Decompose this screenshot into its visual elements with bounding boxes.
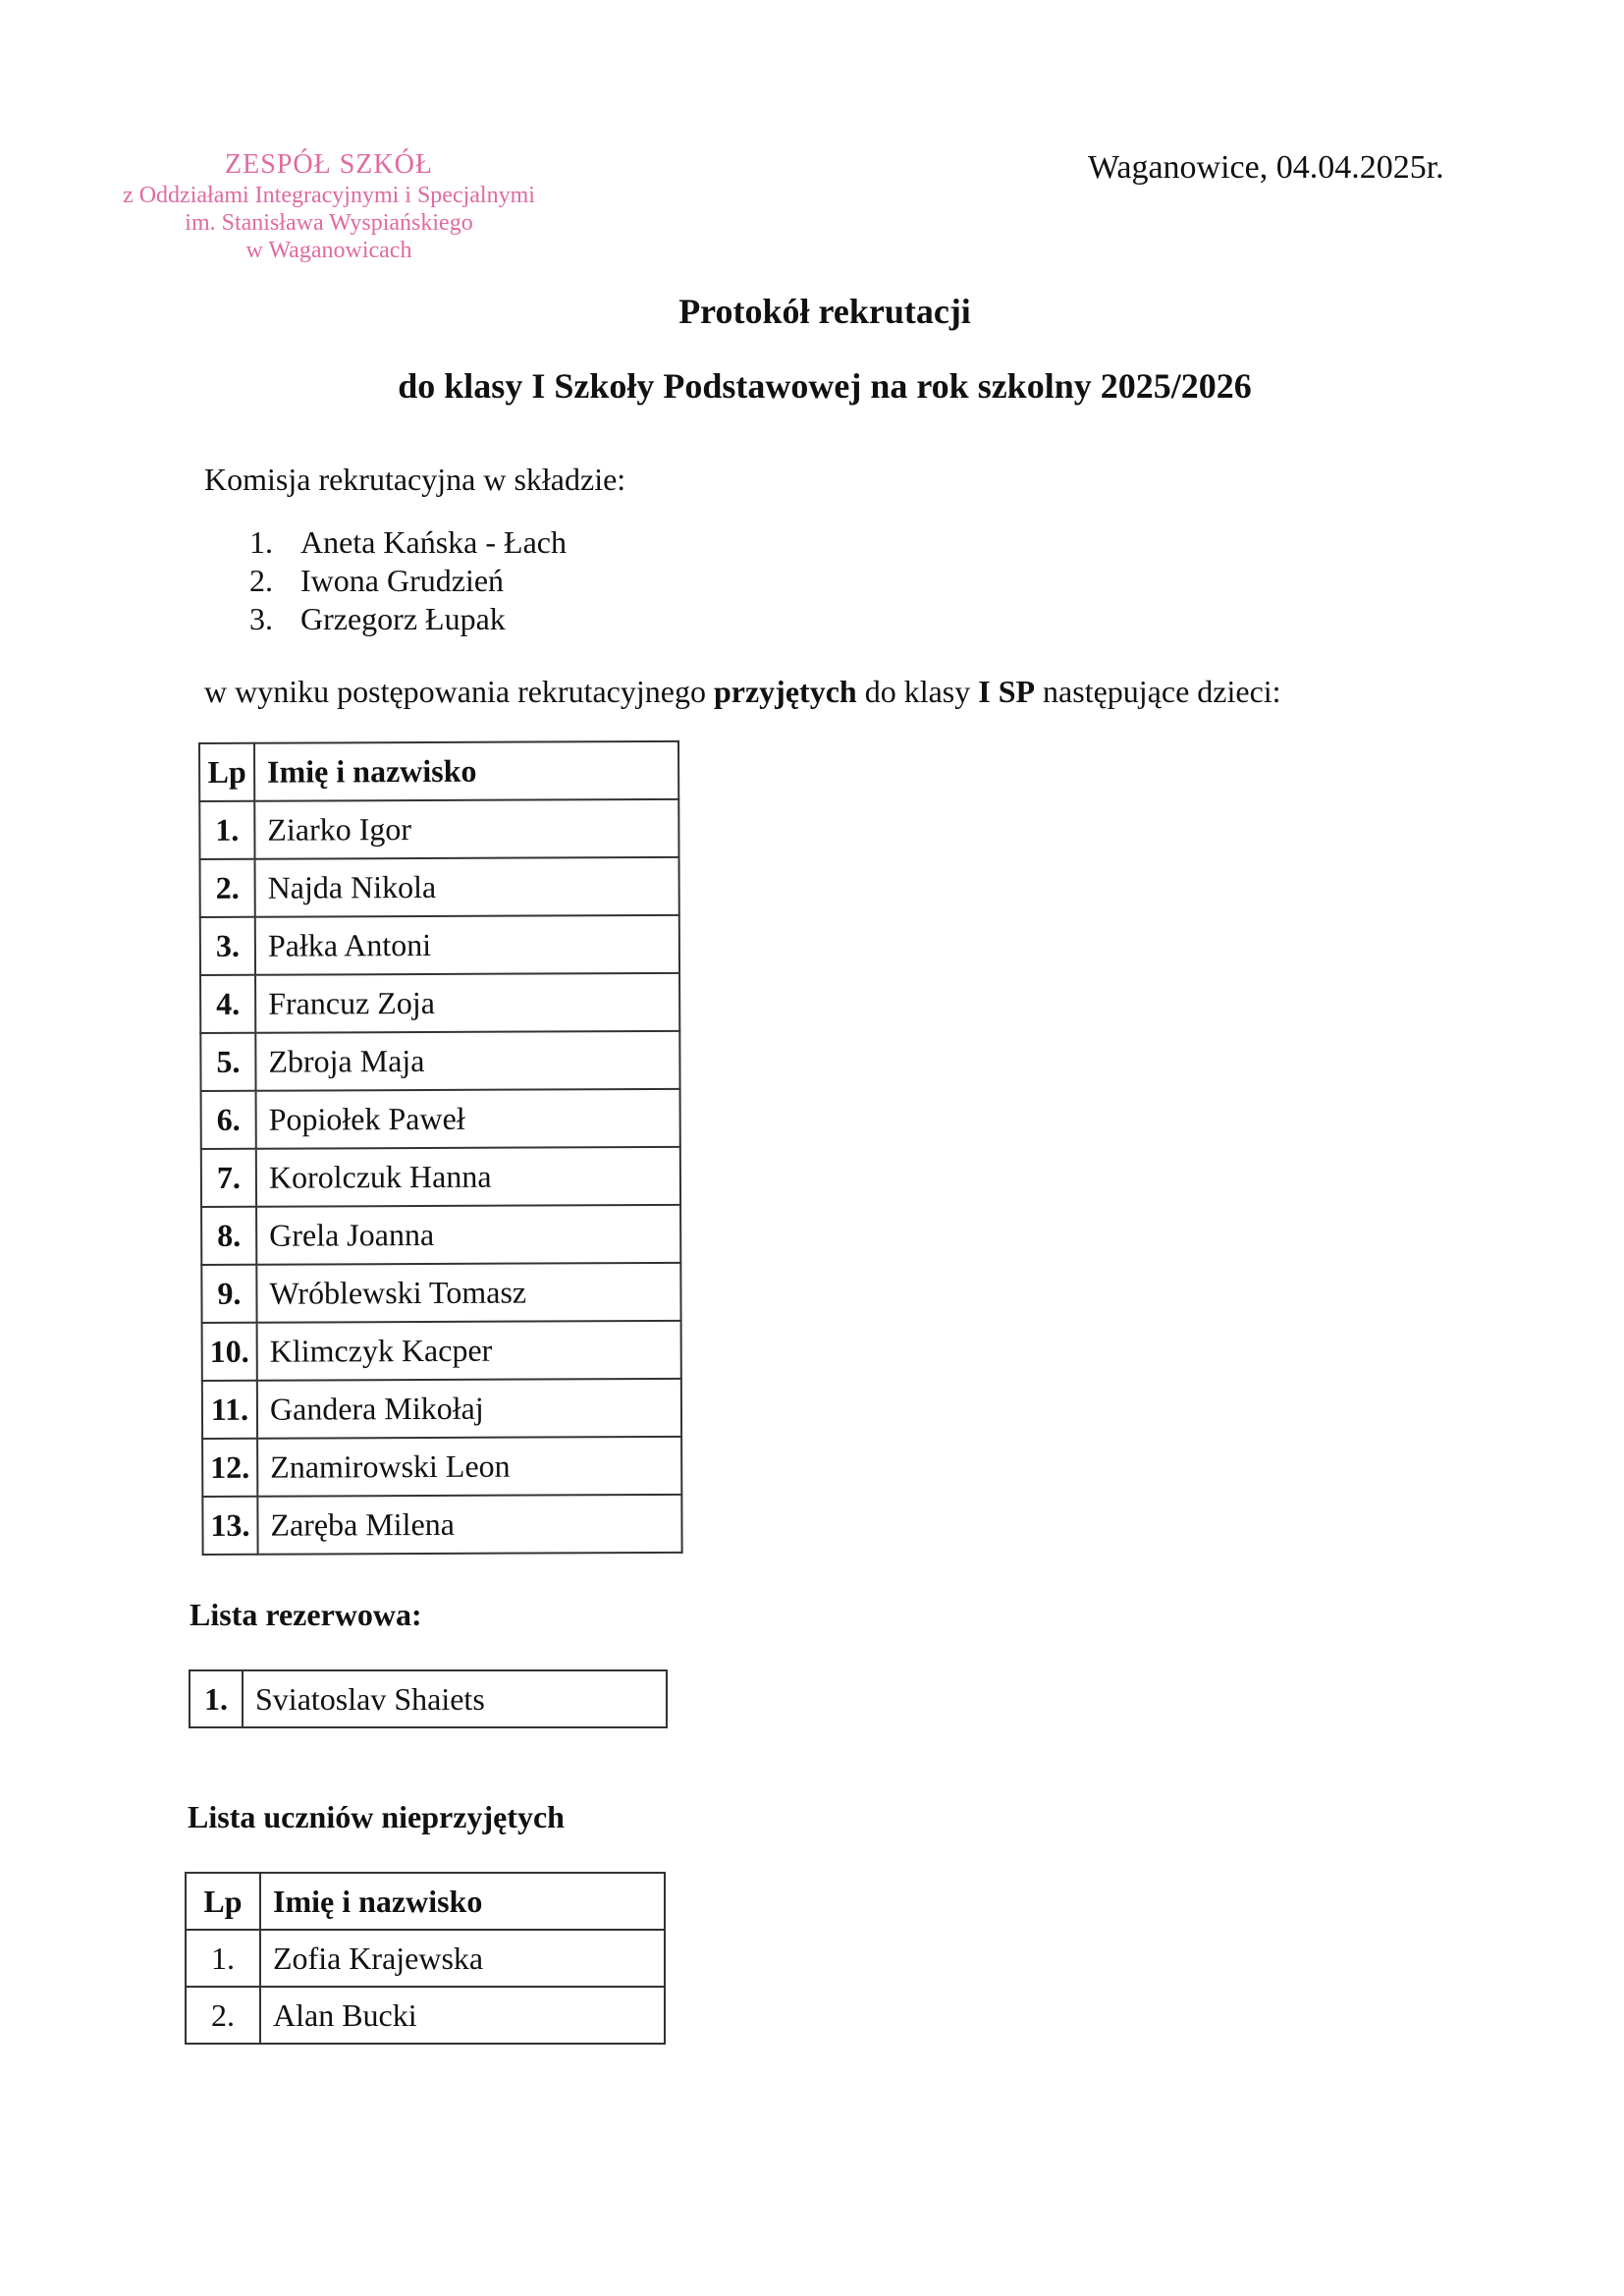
row-name: Najda Nikola: [255, 857, 679, 917]
document-date: Waganowice, 04.04.2025r.: [1088, 149, 1444, 186]
row-lp: 5.: [200, 1033, 255, 1091]
row-name: Francuz Zoja: [255, 973, 679, 1033]
table-row: [202, 1495, 681, 1555]
table-row: [201, 1089, 680, 1149]
table-row: [202, 1321, 681, 1381]
committee-member: [249, 562, 567, 600]
row-lp: 11.: [202, 1381, 257, 1439]
result-text-1: w wyniku postępowania rekrutacyjnego: [204, 674, 714, 709]
table-row: [201, 1147, 680, 1207]
rejected-list-heading: Lista uczniów nieprzyjętych: [188, 1799, 565, 1834]
table-row: [201, 1263, 680, 1323]
result-bold-1: przyjętych: [713, 674, 857, 709]
row-name: Wróblewski Tomasz: [256, 1263, 680, 1323]
table-header-row: [186, 1873, 665, 1930]
member-number: 1.: [249, 524, 273, 560]
row-name: Zofia Krajewska: [260, 1930, 665, 1987]
header-name: Imię i nazwisko: [260, 1873, 665, 1930]
table-row: [201, 1205, 680, 1265]
row-name: Znamirowski Leon: [257, 1437, 681, 1497]
row-lp: 1.: [199, 801, 254, 859]
row-lp: 4.: [200, 975, 255, 1033]
member-number: 3.: [249, 601, 273, 636]
accepted-table: [198, 740, 683, 1556]
document-subtitle: do klasy I Szkoły Podstawowej na rok szkolny 2025/2026: [398, 366, 1252, 406]
table-row: [200, 915, 679, 975]
row-lp: 2.: [200, 859, 255, 917]
committee-member: [249, 523, 567, 562]
row-lp: 12.: [202, 1439, 257, 1497]
table-row: [199, 799, 678, 859]
header-lp: Lp: [186, 1873, 260, 1930]
row-name: Zbroja Maja: [255, 1031, 679, 1091]
result-statement: [204, 674, 1281, 710]
stamp-line-2: z Oddziałami Integracyjnymi i Specjalnymi: [123, 182, 535, 208]
member-name: Iwona Grudzień: [300, 563, 505, 598]
reserve-table: [189, 1669, 668, 1728]
member-name: Grzegorz Łupak: [300, 601, 506, 636]
row-lp: 1.: [189, 1670, 243, 1727]
reserve-list-heading: Lista rezerwowa:: [189, 1597, 422, 1632]
table-row: [200, 1031, 679, 1091]
row-name: Pałka Antoni: [255, 915, 679, 975]
stamp-line-1: ZESPÓŁ SZKÓŁ: [225, 149, 433, 180]
table-row: [202, 1379, 681, 1439]
row-lp: 1.: [186, 1930, 260, 1987]
row-lp: 10.: [202, 1323, 257, 1381]
header-lp: Lp: [199, 743, 254, 801]
row-name: Sviatoslav Shaiets: [243, 1670, 667, 1727]
rejected-table: [185, 1872, 666, 2045]
result-text-2: do klasy: [856, 674, 979, 709]
member-name: Aneta Kańska - Łach: [300, 524, 567, 560]
row-name: Gandera Mikołaj: [257, 1379, 681, 1439]
committee-member: [249, 600, 567, 638]
row-lp: 7.: [201, 1149, 256, 1207]
row-lp: 2.: [186, 1987, 260, 2044]
row-name: Alan Bucki: [260, 1987, 665, 2044]
document-title: Protokół rekrutacji: [678, 292, 971, 331]
result-text-3: następujące dzieci:: [1035, 674, 1281, 709]
row-lp: 3.: [200, 917, 255, 975]
row-name: Klimczyk Kacper: [257, 1321, 681, 1381]
table-row: [200, 857, 679, 917]
row-name: Zaręba Milena: [257, 1495, 681, 1555]
result-bold-2: I SP: [978, 674, 1036, 709]
school-stamp: [93, 149, 565, 264]
committee-list: [249, 523, 567, 638]
stamp-line-4: w Waganowicach: [245, 237, 412, 263]
row-name: Korolczuk Hanna: [256, 1147, 680, 1207]
table-row: [186, 1987, 665, 2044]
row-lp: 6.: [201, 1091, 256, 1149]
row-lp: 13.: [202, 1497, 257, 1555]
table-row: [200, 973, 679, 1033]
committee-heading: Komisja rekrutacyjna w składzie:: [204, 462, 626, 497]
row-lp: 9.: [201, 1265, 256, 1323]
row-name: Ziarko Igor: [254, 799, 678, 859]
header-name: Imię i nazwisko: [254, 741, 678, 801]
table-row: [186, 1930, 665, 1987]
table-row: [202, 1437, 681, 1497]
member-number: 2.: [249, 563, 273, 598]
stamp-line-3: im. Stanisława Wyspiańskiego: [185, 209, 473, 236]
row-lp: 8.: [201, 1207, 256, 1265]
row-name: Popiołek Paweł: [256, 1089, 680, 1149]
table-row: [189, 1670, 667, 1727]
table-header-row: [199, 741, 678, 801]
row-name: Grela Joanna: [256, 1205, 680, 1265]
